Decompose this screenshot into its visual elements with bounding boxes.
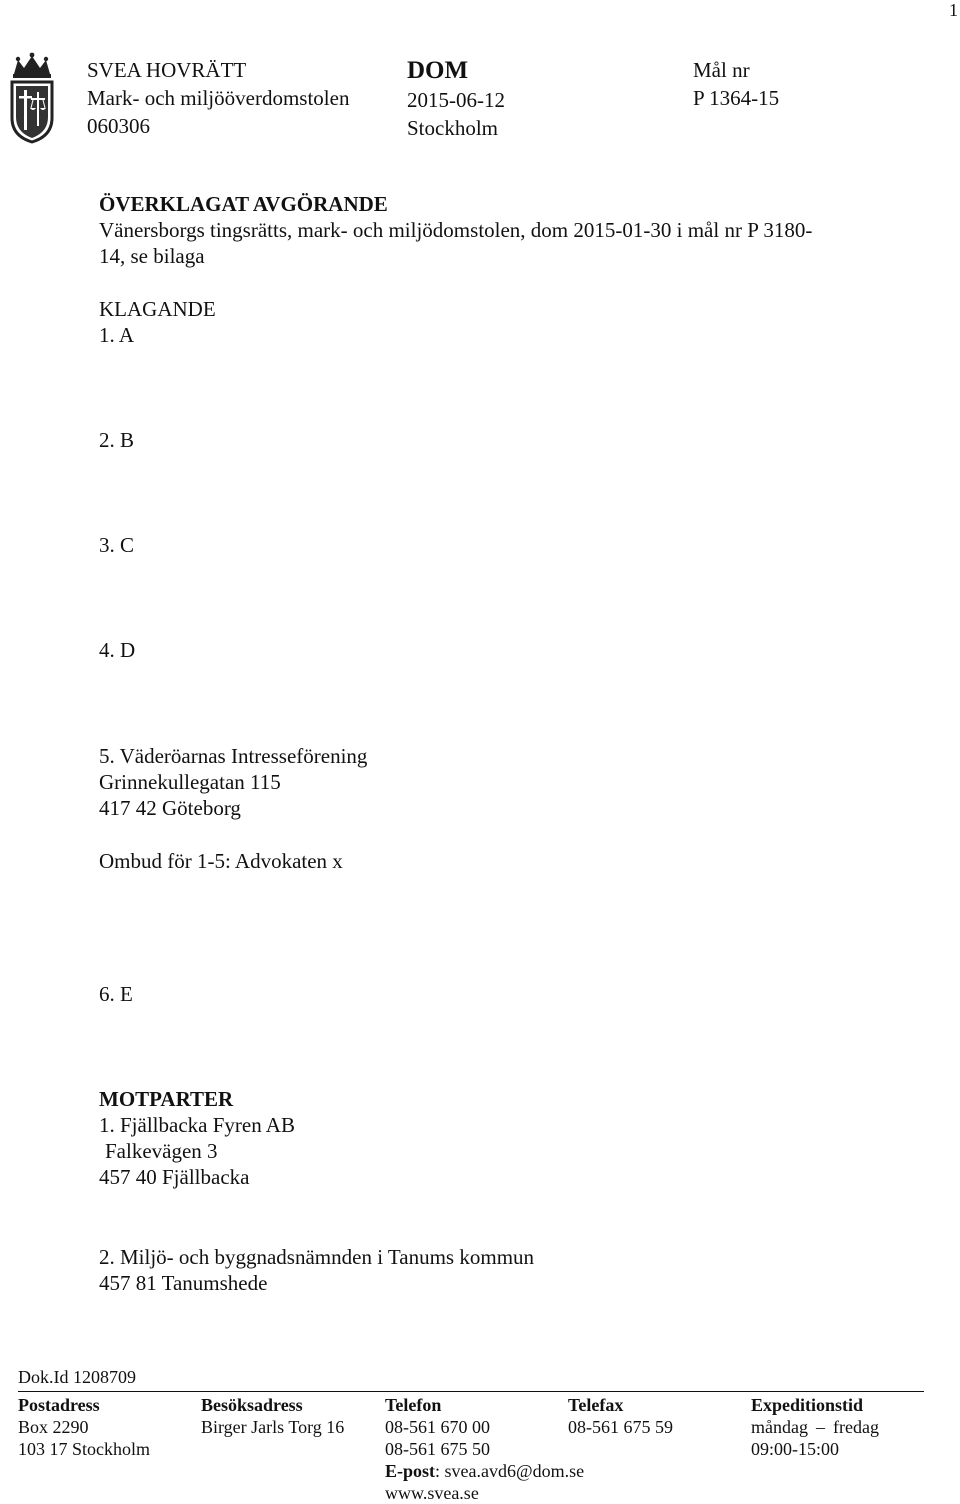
footer-visit-heading: Besöksadress <box>201 1395 303 1415</box>
counterparty-address: 457 40 Fjällbacka <box>99 1165 250 1189</box>
court-crest-icon <box>4 52 60 144</box>
counterparties-heading: MOTPARTER <box>99 1087 234 1111</box>
counterparty-address: 457 81 Tanumshede <box>99 1271 268 1295</box>
footer-fax-line: 08-561 675 59 <box>568 1417 673 1437</box>
counterparty-item: 2. Miljö- och byggnadsnämnden i Tanums kommun <box>99 1245 535 1269</box>
counterparty-address: Falkevägen 3 <box>105 1139 218 1163</box>
footer-email-address: : svea.avd6@dom.se <box>435 1461 585 1481</box>
footer-hours <box>751 1394 879 1460</box>
appealed-decision-line: 14, se bilaga <box>99 244 205 268</box>
appellant-address: Grinnekullegatan 115 <box>99 770 281 794</box>
document-info <box>407 56 505 142</box>
case-info <box>693 56 779 112</box>
footer-email-label: E-post <box>385 1461 436 1481</box>
footer-fax <box>568 1394 673 1438</box>
footer-fax-heading: Telefax <box>568 1395 624 1415</box>
footer-email <box>385 1460 584 1482</box>
case-number: P 1364-15 <box>693 86 780 110</box>
footer-hours-heading: Expeditionstid <box>751 1395 864 1415</box>
court-division: Mark- och miljööverdomstolen <box>87 86 350 110</box>
appellant-item: 4. D <box>99 638 136 662</box>
case-label: Mål nr <box>693 58 750 82</box>
footer-postal-line: 103 17 Stockholm <box>18 1439 151 1459</box>
appellants-heading: KLAGANDE <box>99 297 216 321</box>
document-id: Dok.Id 1208709 <box>18 1367 136 1387</box>
document-city: Stockholm <box>407 116 499 140</box>
appealed-decision-heading: ÖVERKLAGAT AVGÖRANDE <box>99 192 388 216</box>
footer-postal-heading: Postadress <box>18 1395 100 1415</box>
document-type: DOM <box>407 57 469 84</box>
footer-postal-line: Box 2290 <box>18 1417 89 1437</box>
footer-website: www.svea.se <box>385 1483 479 1503</box>
footer-hours-time: 09:00-15:00 <box>751 1439 839 1459</box>
page-number: 1 <box>949 0 958 20</box>
appellant-item: 6. E <box>99 982 133 1006</box>
appellant-counsel: Ombud för 1-5: Advokaten x <box>99 849 343 873</box>
counterparty-item: 1. Fjällbacka Fyren AB <box>99 1113 295 1137</box>
footer-visit <box>201 1394 344 1438</box>
footer-phone-line: 08-561 670 00 <box>385 1417 490 1437</box>
court-name: SVEA HOVRÄTT <box>87 58 247 82</box>
footer-hours-days <box>751 1416 879 1438</box>
appealed-decision-line: Vänersborgs tingsrätts, mark- och miljödomstolen, dom 2015-01-30 i mål nr P 3180- <box>99 218 813 242</box>
footer-phone-heading: Telefon <box>385 1395 442 1415</box>
footer-hours-dash: – <box>816 1417 825 1437</box>
court-code: 060306 <box>87 114 150 138</box>
appellant-item: 2. B <box>99 428 135 452</box>
document-date: 2015-06-12 <box>407 88 505 112</box>
footer-phone <box>385 1394 584 1504</box>
footer-visit-line: Birger Jarls Torg 16 <box>201 1417 345 1437</box>
footer-hours-day-end: fredag <box>833 1417 879 1437</box>
appellant-item: 3. C <box>99 533 135 557</box>
court-block <box>87 56 349 140</box>
appellant-address: 417 42 Göteborg <box>99 796 241 820</box>
footer-divider <box>18 1391 924 1392</box>
footer-hours-day-start: måndag <box>751 1417 808 1437</box>
footer-postal <box>18 1394 150 1460</box>
footer-phone-line: 08-561 675 50 <box>385 1439 490 1459</box>
appellant-item: 1. A <box>99 323 135 347</box>
appellant-item: 5. Väderöarnas Intresseförening <box>99 744 368 768</box>
